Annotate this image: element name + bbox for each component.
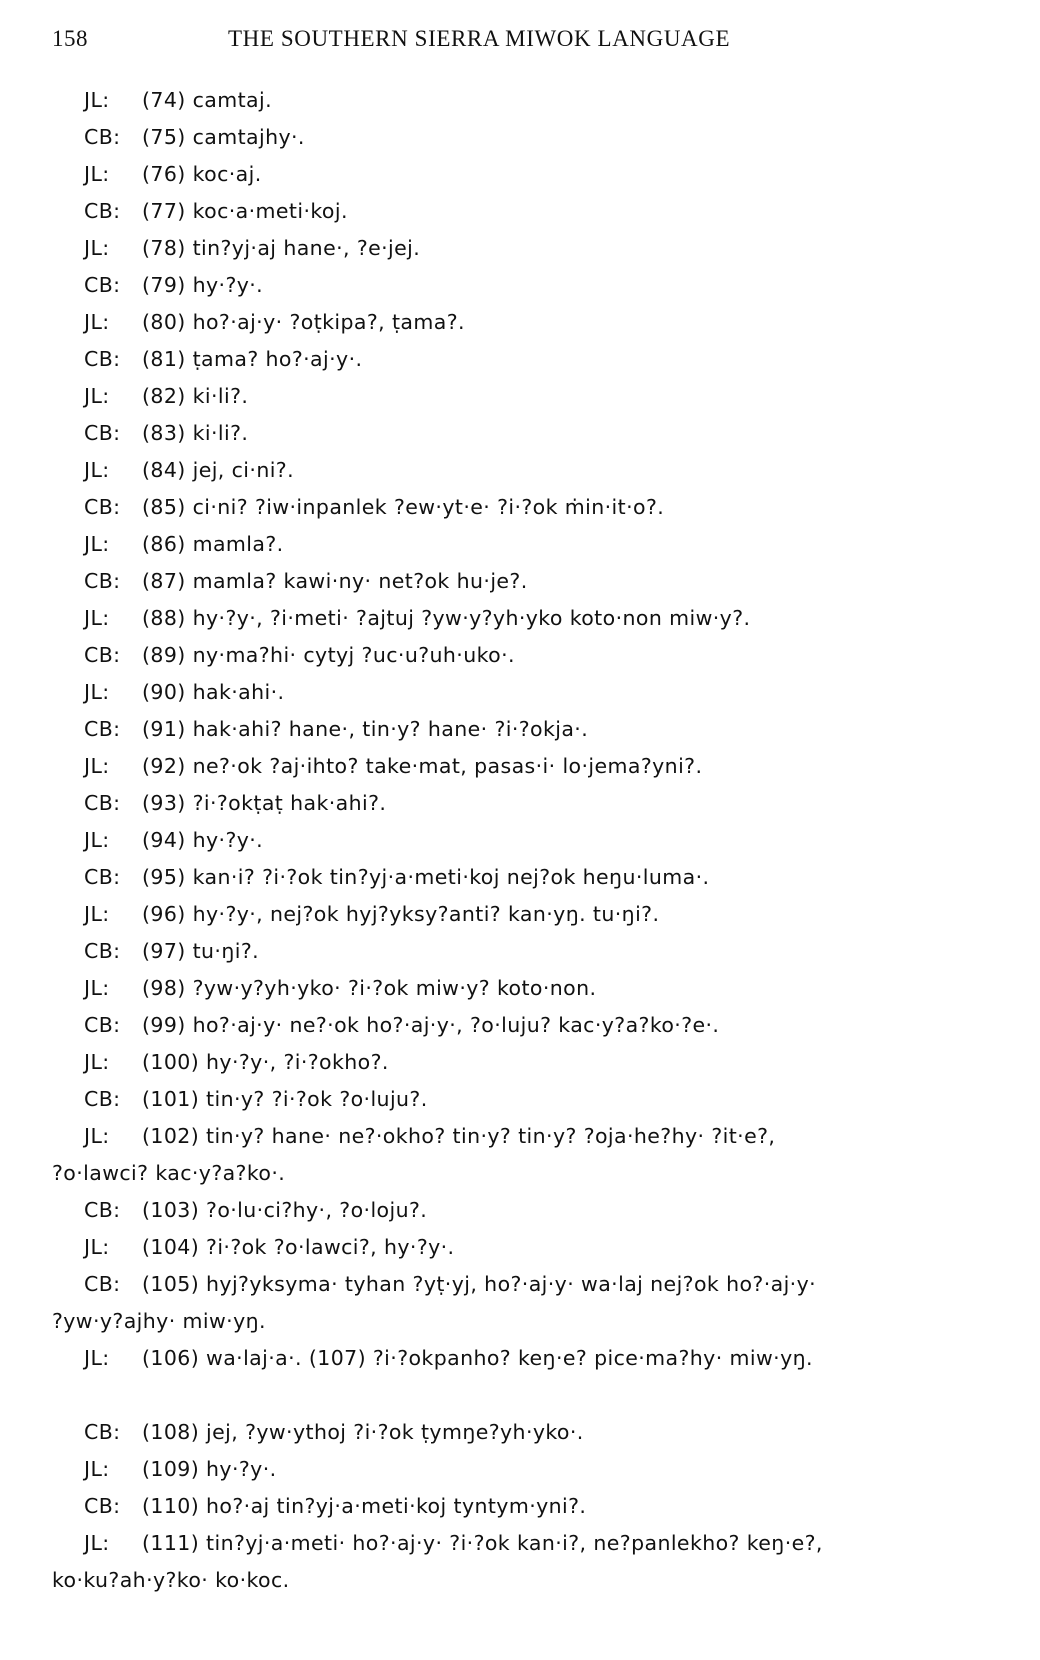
utterance-text: (84) jej, ci·ni?.: [142, 458, 295, 482]
utterance-text: (95) kan·i? ?i·?ok tin?yj·a·meti·koj nej?ok heŋu·luma·.: [142, 865, 710, 889]
speaker-label: CB:: [84, 421, 121, 445]
speaker-label: CB:: [84, 347, 121, 371]
utterance-text: (81) ṭama? ho?·aj·y·.: [142, 347, 363, 371]
blank-line: [52, 1377, 992, 1414]
utterance-text: (110) ho?·aj tin?yj·a·meti·koj tyntym·yni?.: [142, 1494, 587, 1518]
speaker-label: JL:: [84, 1531, 110, 1555]
speaker-label: JL:: [84, 1457, 110, 1481]
utterance-text: (100) hy·?y·, ?i·?okho?.: [142, 1050, 389, 1074]
dialogue-turn: [52, 1081, 992, 1118]
dialogue-turn: [52, 1266, 992, 1303]
speaker-label: JL:: [84, 1050, 110, 1074]
speaker-label: JL:: [84, 976, 110, 1000]
speaker-label: CB:: [84, 199, 121, 223]
speaker-label: CB:: [84, 865, 121, 889]
dialogue-turn: [52, 600, 992, 637]
dialogue-turn: [52, 785, 992, 822]
speaker-label: CB:: [84, 717, 121, 741]
dialogue-turn: [52, 267, 992, 304]
utterance-text: (85) ci·ni? ?iw·inpanlek ?ew·yt·e· ?i·?ok ṁin·it·o?.: [142, 495, 665, 519]
utterance-text: (75) camtajhy·.: [142, 125, 305, 149]
speaker-label: JL:: [84, 1235, 110, 1259]
speaker-label: CB:: [84, 495, 121, 519]
utterance-text: ?yw·y?ajhy· miw·yŋ.: [52, 1309, 266, 1333]
dialogue-continuation: [52, 1303, 992, 1340]
speaker-label: JL:: [84, 384, 110, 408]
page-number: 158: [52, 26, 88, 51]
utterance-text: (74) camtaj.: [142, 88, 273, 112]
dialogue-transcript: [52, 82, 992, 1599]
dialogue-continuation: [52, 1562, 992, 1599]
speaker-label: JL:: [84, 1346, 110, 1370]
dialogue-turn: [52, 489, 992, 526]
dialogue-turn: [52, 896, 992, 933]
dialogue-turn: [52, 859, 992, 896]
dialogue-turn: [52, 378, 992, 415]
utterance-text: (78) tin?yj·aj hane·, ?e·jej.: [142, 236, 421, 260]
utterance-text: (94) hy·?y·.: [142, 828, 264, 852]
utterance-text: (105) hyj?yksyma· tyhan ?yṭ·yj, ho?·aj·y· wa·laj nej?ok ho?·aj·y·: [142, 1272, 817, 1296]
speaker-label: CB:: [84, 643, 121, 667]
dialogue-turn: [52, 452, 992, 489]
speaker-label: CB:: [84, 125, 121, 149]
dialogue-turn: [52, 563, 992, 600]
speaker-label: JL:: [84, 606, 110, 630]
utterance-text: ko·ku?ah·y?ko· ko·koc.: [52, 1568, 290, 1592]
speaker-label: JL:: [84, 458, 110, 482]
speaker-label: JL:: [84, 532, 110, 556]
utterance-text: (99) ho?·aj·y· ne?·ok ho?·aj·y·, ?o·luju? kac·y?a?ko·?e·.: [142, 1013, 720, 1037]
dialogue-turn: [52, 1340, 992, 1377]
speaker-label: JL:: [84, 236, 110, 260]
utterance-text: (103) ?o·lu·ci?hy·, ?o·loju?.: [142, 1198, 428, 1222]
utterance-text: (83) ki·li?.: [142, 421, 249, 445]
utterance-text: (93) ?i·?okṭaṭ hak·ahi?.: [142, 791, 387, 815]
speaker-label: JL:: [84, 902, 110, 926]
speaker-label: JL:: [84, 310, 110, 334]
speaker-label: CB:: [84, 1420, 121, 1444]
speaker-label: JL:: [84, 88, 110, 112]
speaker-label: CB:: [84, 1198, 121, 1222]
speaker-label: JL:: [84, 754, 110, 778]
dialogue-turn: [52, 1414, 992, 1451]
utterance-text: (79) hy·?y·.: [142, 273, 264, 297]
utterance-text: (109) hy·?y·.: [142, 1457, 277, 1481]
speaker-label: JL:: [84, 1124, 110, 1148]
speaker-label: CB:: [84, 1013, 121, 1037]
utterance-text: (102) tin·y? hane· ne?·okho? tin·y? tin·y? ?oja·he?hy· ?it·e?,: [142, 1124, 776, 1148]
dialogue-turn: [52, 711, 992, 748]
dialogue-turn: [52, 304, 992, 341]
utterance-text: (77) koc·a·meti·koj.: [142, 199, 348, 223]
dialogue-turn: [52, 193, 992, 230]
running-head: THE SOUTHERN SIERRA MIWOK LANGUAGE: [228, 26, 731, 51]
utterance-text: (108) jej, ?yw·ythoj ?i·?ok ṭymŋe?yh·yko·.: [142, 1420, 584, 1444]
dialogue-turn: [52, 933, 992, 970]
utterance-text: (96) hy·?y·, nej?ok hyj?yksy?anti? kan·yŋ. tu·ŋi?.: [142, 902, 660, 926]
utterance-text: (106) wa·laj·a·. (107) ?i·?okpanho? keŋ·e? pice·ma?hy· miw·yŋ.: [142, 1346, 813, 1370]
dialogue-continuation: [52, 1155, 992, 1192]
utterance-text: (80) ho?·aj·y· ?oṭkipa?, ṭama?.: [142, 310, 465, 334]
dialogue-turn: [52, 1451, 992, 1488]
utterance-text: (104) ?i·?ok ?o·lawci?, hy·?y·.: [142, 1235, 455, 1259]
dialogue-turn: [52, 156, 992, 193]
dialogue-turn: [52, 1118, 992, 1155]
dialogue-turn: [52, 674, 992, 711]
dialogue-turn: [52, 82, 992, 119]
utterance-text: (98) ?yw·y?yh·yko· ?i·?ok miw·y? koto·non.: [142, 976, 597, 1000]
utterance-text: (82) ki·li?.: [142, 384, 249, 408]
utterance-text: (88) hy·?y·, ?i·meti· ?ajtuj ?yw·y?yh·yko koto·non miw·y?.: [142, 606, 751, 630]
dialogue-turn: [52, 415, 992, 452]
dialogue-turn: [52, 230, 992, 267]
speaker-label: CB:: [84, 1272, 121, 1296]
speaker-label: JL:: [84, 828, 110, 852]
utterance-text: (87) mamla? kawi·ny· net?ok hu·je?.: [142, 569, 528, 593]
utterance-text: (89) ny·ma?hi· cytyj ?uc·u?uh·uko·.: [142, 643, 515, 667]
speaker-label: CB:: [84, 1494, 121, 1518]
speaker-label: JL:: [84, 680, 110, 704]
dialogue-turn: [52, 526, 992, 563]
dialogue-turn: [52, 748, 992, 785]
dialogue-turn: [52, 119, 992, 156]
utterance-text: (86) mamla?.: [142, 532, 284, 556]
speaker-label: CB:: [84, 939, 121, 963]
speaker-label: CB:: [84, 273, 121, 297]
speaker-label: CB:: [84, 1087, 121, 1111]
dialogue-turn: [52, 1044, 992, 1081]
page-header: [52, 26, 812, 56]
dialogue-turn: [52, 970, 992, 1007]
utterance-text: (97) tu·ŋi?.: [142, 939, 260, 963]
dialogue-turn: [52, 1525, 992, 1562]
dialogue-turn: [52, 1007, 992, 1044]
utterance-text: (92) ne?·ok ?aj·ihto? take·mat, pasas·i· lo·jema?yni?.: [142, 754, 703, 778]
utterance-text: (90) hak·ahi·.: [142, 680, 285, 704]
dialogue-turn: [52, 1192, 992, 1229]
dialogue-turn: [52, 637, 992, 674]
dialogue-turn: [52, 822, 992, 859]
dialogue-turn: [52, 1488, 992, 1525]
speaker-label: CB:: [84, 791, 121, 815]
utterance-text: (76) koc·aj.: [142, 162, 262, 186]
dialogue-turn: [52, 1229, 992, 1266]
dialogue-turn: [52, 341, 992, 378]
utterance-text: (101) tin·y? ?i·?ok ?o·luju?.: [142, 1087, 428, 1111]
speaker-label: JL:: [84, 162, 110, 186]
utterance-text: (111) tin?yj·a·meti· ho?·aj·y· ?i·?ok kan·i?, ne?panlekho? keŋ·e?,: [142, 1531, 823, 1555]
speaker-label: CB:: [84, 569, 121, 593]
utterance-text: (91) hak·ahi? hane·, tin·y? hane· ?i·?okja·.: [142, 717, 589, 741]
utterance-text: ?o·lawci? kac·y?a?ko·.: [52, 1161, 286, 1185]
